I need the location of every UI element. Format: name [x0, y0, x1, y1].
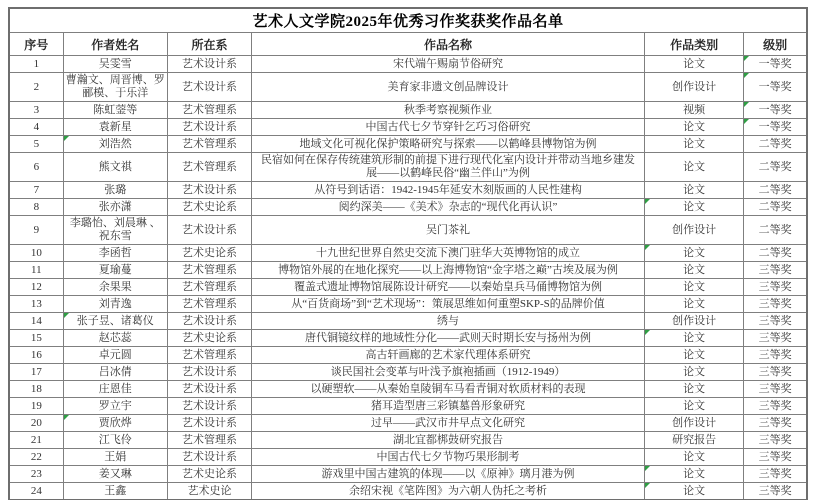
- cell-department[interactable]: 艺术管理系: [167, 153, 251, 182]
- cell-award-level[interactable]: 一等奖: [744, 56, 807, 73]
- cell-work-title[interactable]: 过早——武汉市井早点文化研究: [252, 415, 645, 432]
- cell-award-level[interactable]: 二等奖: [744, 245, 807, 262]
- cell-department[interactable]: 艺术管理系: [167, 279, 251, 296]
- cell-author-name[interactable]: 庄恩佳: [63, 381, 167, 398]
- cell-work-title[interactable]: 美育家非遗文创品牌设计: [252, 73, 645, 102]
- error-indicator-icon: [645, 245, 650, 250]
- cell-author-name[interactable]: 刘浩然: [63, 136, 167, 153]
- awards-table: [8, 7, 808, 500]
- cell-row-number[interactable]: 21: [9, 432, 63, 449]
- cell-work-title[interactable]: 谈民国社会变革与叶浅予旗袍插画（1912-1949）: [252, 364, 645, 381]
- cell-category[interactable]: 论文: [645, 136, 744, 153]
- cell-award-level[interactable]: 一等奖: [744, 102, 807, 119]
- cell-author-name[interactable]: 罗立宇: [63, 398, 167, 415]
- error-indicator-icon: [744, 119, 749, 124]
- cell-department[interactable]: 艺术史论: [167, 483, 251, 500]
- cell-category[interactable]: 创作设计: [645, 216, 744, 245]
- cell-award-level[interactable]: 三等奖: [744, 347, 807, 364]
- table-row[interactable]: [9, 245, 807, 262]
- cell-row-number[interactable]: 12: [9, 279, 63, 296]
- cell-author-name[interactable]: 李函哲: [63, 245, 167, 262]
- cell-department[interactable]: 艺术管理系: [167, 432, 251, 449]
- cell-author-name[interactable]: 吕冰倩: [63, 364, 167, 381]
- cell-work-title[interactable]: 高古轩画廊的艺术家代理体系研究: [252, 347, 645, 364]
- cell-work-title[interactable]: 秋季考察视频作业: [252, 102, 645, 119]
- table-row[interactable]: [9, 364, 807, 381]
- cell-category[interactable]: 论文: [645, 347, 744, 364]
- cell-category[interactable]: 论文: [645, 199, 744, 216]
- table-row[interactable]: [9, 279, 807, 296]
- cell-category[interactable]: 论文: [645, 262, 744, 279]
- table-row[interactable]: [9, 313, 807, 330]
- cell-department[interactable]: 艺术设计系: [167, 381, 251, 398]
- cell-award-level[interactable]: 三等奖: [744, 279, 807, 296]
- cell-row-number[interactable]: 7: [9, 182, 63, 199]
- cell-author-name[interactable]: 姜又琳: [63, 466, 167, 483]
- cell-work-title[interactable]: 民宿如何在保存传统建筑形制的前提下进行现代化室内设计并带动当地乡建发展——以鹤峰民俗“幽兰伴山”为例: [252, 153, 645, 182]
- cell-author-name[interactable]: 夏瑜蔓: [63, 262, 167, 279]
- error-indicator-icon: [645, 199, 650, 204]
- cell-row-number[interactable]: 16: [9, 347, 63, 364]
- cell-category[interactable]: 创作设计: [645, 73, 744, 102]
- cell-work-title[interactable]: 绣与: [252, 313, 645, 330]
- cell-department[interactable]: 艺术设计系: [167, 216, 251, 245]
- cell-author-name[interactable]: 贾欣烨: [63, 415, 167, 432]
- table-row[interactable]: [9, 119, 807, 136]
- col-header-category: 作品类别: [645, 33, 744, 56]
- cell-award-level[interactable]: 三等奖: [744, 483, 807, 500]
- cell-award-level[interactable]: 三等奖: [744, 449, 807, 466]
- cell-row-number[interactable]: 19: [9, 398, 63, 415]
- cell-category[interactable]: 论文: [645, 182, 744, 199]
- cell-department[interactable]: 艺术管理系: [167, 296, 251, 313]
- cell-category[interactable]: 论文: [645, 153, 744, 182]
- cell-work-title[interactable]: 中国古代七夕节穿针乞巧习俗研究: [252, 119, 645, 136]
- table-row[interactable]: [9, 330, 807, 347]
- col-header-work-title: 作品名称: [252, 33, 645, 56]
- cell-category[interactable]: 论文: [645, 56, 744, 73]
- cell-work-title[interactable]: 吴门茶礼: [252, 216, 645, 245]
- cell-category[interactable]: 论文: [645, 398, 744, 415]
- title-row: [9, 8, 807, 33]
- cell-department[interactable]: 艺术管理系: [167, 102, 251, 119]
- cell-award-level[interactable]: 二等奖: [744, 182, 807, 199]
- cell-row-number[interactable]: 8: [9, 199, 63, 216]
- cell-department[interactable]: 艺术设计系: [167, 364, 251, 381]
- cell-row-number[interactable]: 14: [9, 313, 63, 330]
- col-header-department: 所在系: [167, 33, 251, 56]
- cell-category[interactable]: 论文: [645, 296, 744, 313]
- cell-row-number[interactable]: 15: [9, 330, 63, 347]
- cell-award-level[interactable]: 三等奖: [744, 381, 807, 398]
- cell-department[interactable]: 艺术设计系: [167, 415, 251, 432]
- cell-work-title[interactable]: 余绍宋视《笔阵图》为六朝人伪托之考析: [252, 483, 645, 500]
- table-row[interactable]: [9, 381, 807, 398]
- cell-row-number[interactable]: 11: [9, 262, 63, 279]
- cell-award-level[interactable]: 三等奖: [744, 432, 807, 449]
- cell-author-name[interactable]: 陈虹蓥等: [63, 102, 167, 119]
- cell-row-number[interactable]: 20: [9, 415, 63, 432]
- cell-author-name[interactable]: 江飞伶: [63, 432, 167, 449]
- cell-department[interactable]: 艺术设计系: [167, 449, 251, 466]
- table-row[interactable]: [9, 432, 807, 449]
- cell-work-title[interactable]: 地域文化可视化保护策略研究与探索——以鹤峰县博物馆为例: [252, 136, 645, 153]
- cell-category[interactable]: 研究报告: [645, 432, 744, 449]
- cell-award-level[interactable]: 二等奖: [744, 216, 807, 245]
- cell-author-name[interactable]: 刘青逸: [63, 296, 167, 313]
- table-row[interactable]: [9, 347, 807, 364]
- cell-award-level[interactable]: 三等奖: [744, 262, 807, 279]
- cell-department[interactable]: 艺术史论系: [167, 330, 251, 347]
- error-indicator-icon: [645, 466, 650, 471]
- cell-department[interactable]: 艺术设计系: [167, 73, 251, 102]
- cell-author-name[interactable]: 卓元圆: [63, 347, 167, 364]
- cell-author-name[interactable]: 吴雯雪: [63, 56, 167, 73]
- cell-work-title[interactable]: 中国古代七夕节物巧果形制考: [252, 449, 645, 466]
- cell-author-name[interactable]: 李璐怡、刘晨琳 、祝东雪: [63, 216, 167, 245]
- col-header-level: 级别: [744, 33, 807, 56]
- table-row[interactable]: [9, 102, 807, 119]
- cell-department[interactable]: 艺术设计系: [167, 398, 251, 415]
- error-indicator-icon: [744, 73, 749, 78]
- cell-category[interactable]: 论文: [645, 245, 744, 262]
- table-row[interactable]: [9, 199, 807, 216]
- cell-row-number[interactable]: 5: [9, 136, 63, 153]
- error-indicator-icon: [64, 415, 69, 420]
- cell-row-number[interactable]: 9: [9, 216, 63, 245]
- cell-category[interactable]: 论文: [645, 381, 744, 398]
- error-indicator-icon: [744, 56, 749, 61]
- table-row[interactable]: [9, 398, 807, 415]
- cell-award-level[interactable]: 三等奖: [744, 415, 807, 432]
- cell-work-title[interactable]: 覆盖式遗址博物馆展陈设计研究——以秦始皇兵马俑博物馆为例: [252, 279, 645, 296]
- col-header-author: 作者姓名: [63, 33, 167, 56]
- cell-work-title[interactable]: 唐代铜镜纹样的地域性分化——武则天时期长安与扬州为例: [252, 330, 645, 347]
- cell-category[interactable]: 视频: [645, 102, 744, 119]
- cell-row-number[interactable]: 18: [9, 381, 63, 398]
- table-row[interactable]: [9, 449, 807, 466]
- table-row[interactable]: [9, 466, 807, 483]
- cell-award-level[interactable]: 三等奖: [744, 296, 807, 313]
- cell-author-name[interactable]: 熊文祺: [63, 153, 167, 182]
- cell-department[interactable]: 艺术管理系: [167, 347, 251, 364]
- cell-row-number[interactable]: 3: [9, 102, 63, 119]
- cell-department[interactable]: 艺术设计系: [167, 313, 251, 330]
- cell-category[interactable]: 创作设计: [645, 415, 744, 432]
- cell-row-number[interactable]: 10: [9, 245, 63, 262]
- cell-department[interactable]: 艺术史论系: [167, 245, 251, 262]
- header-row: [9, 33, 807, 56]
- cell-award-level[interactable]: 三等奖: [744, 330, 807, 347]
- cell-award-level[interactable]: 二等奖: [744, 199, 807, 216]
- error-indicator-icon: [64, 136, 69, 141]
- cell-work-title[interactable]: 游戏里中国古建筑的体现——以《原神》璃月港为例: [252, 466, 645, 483]
- cell-row-number[interactable]: 22: [9, 449, 63, 466]
- page-title: 艺术人文学院2025年优秀习作奖获奖作品名单: [9, 8, 807, 33]
- cell-author-name[interactable]: 赵芯蕊: [63, 330, 167, 347]
- table-row[interactable]: [9, 483, 807, 500]
- cell-row-number[interactable]: 4: [9, 119, 63, 136]
- cell-row-number[interactable]: 24: [9, 483, 63, 500]
- cell-author-name[interactable]: 王鑫: [63, 483, 167, 500]
- cell-row-number[interactable]: 2: [9, 73, 63, 102]
- table-row[interactable]: [9, 56, 807, 73]
- cell-work-title[interactable]: 湖北宜都梆鼓研究报告: [252, 432, 645, 449]
- cell-department[interactable]: 艺术管理系: [167, 136, 251, 153]
- table-row[interactable]: [9, 153, 807, 182]
- cell-award-level[interactable]: 一等奖: [744, 73, 807, 102]
- table-row[interactable]: [9, 182, 807, 199]
- cell-category[interactable]: 论文: [645, 483, 744, 500]
- cell-author-name[interactable]: 曹瀚文、周晋博、罗郦模、于乐洋: [63, 73, 167, 102]
- cell-work-title[interactable]: 从符号到话语：1942-1945年延安木刻版画的人民性建构: [252, 182, 645, 199]
- cell-row-number[interactable]: 1: [9, 56, 63, 73]
- error-indicator-icon: [64, 313, 69, 318]
- cell-category[interactable]: 论文: [645, 449, 744, 466]
- error-indicator-icon: [645, 483, 650, 488]
- cell-department[interactable]: 艺术设计系: [167, 119, 251, 136]
- cell-category[interactable]: 论文: [645, 330, 744, 347]
- cell-work-title[interactable]: 十九世纪世界自然史交流下澳门驻华大英博物馆的成立: [252, 245, 645, 262]
- cell-award-level[interactable]: 三等奖: [744, 313, 807, 330]
- table-row[interactable]: [9, 73, 807, 102]
- cell-author-name[interactable]: 张子昱、诸葛仪: [63, 313, 167, 330]
- cell-award-level[interactable]: 三等奖: [744, 398, 807, 415]
- cell-work-title[interactable]: 猪耳造型唐三彩镇墓兽形象研究: [252, 398, 645, 415]
- col-header-no: 序号: [9, 33, 63, 56]
- cell-category[interactable]: 论文: [645, 364, 744, 381]
- cell-department[interactable]: 艺术设计系: [167, 182, 251, 199]
- cell-work-title[interactable]: 以硬塑软——从秦始皇陵铜车马看青铜对软质材料的表现: [252, 381, 645, 398]
- cell-award-level[interactable]: 三等奖: [744, 364, 807, 381]
- table-row[interactable]: [9, 136, 807, 153]
- cell-row-number[interactable]: 17: [9, 364, 63, 381]
- cell-row-number[interactable]: 23: [9, 466, 63, 483]
- table-row[interactable]: [9, 296, 807, 313]
- cell-award-level[interactable]: 二等奖: [744, 153, 807, 182]
- cell-work-title[interactable]: 从“百货商场”到“艺术现场”：策展思维如何重塑SKP-S的品牌价值: [252, 296, 645, 313]
- cell-department[interactable]: 艺术管理系: [167, 262, 251, 279]
- cell-category[interactable]: 论文: [645, 466, 744, 483]
- cell-row-number[interactable]: 6: [9, 153, 63, 182]
- table-body: [9, 56, 807, 500]
- table-row[interactable]: [9, 262, 807, 279]
- cell-author-name[interactable]: 王娟: [63, 449, 167, 466]
- cell-author-name[interactable]: 张璐: [63, 182, 167, 199]
- error-indicator-icon: [645, 330, 650, 335]
- cell-work-title[interactable]: 阅约深美——《美术》杂志的“现代化再认识”: [252, 199, 645, 216]
- cell-department[interactable]: 艺术设计系: [167, 56, 251, 73]
- cell-row-number[interactable]: 13: [9, 296, 63, 313]
- cell-department[interactable]: 艺术史论系: [167, 466, 251, 483]
- cell-award-level[interactable]: 三等奖: [744, 466, 807, 483]
- cell-category[interactable]: 论文: [645, 279, 744, 296]
- cell-award-level[interactable]: 一等奖: [744, 119, 807, 136]
- cell-award-level[interactable]: 二等奖: [744, 136, 807, 153]
- cell-work-title[interactable]: 博物馆外展的在地化探究——以上海博物馆“金字塔之巅”古埃及展为例: [252, 262, 645, 279]
- table-row[interactable]: [9, 415, 807, 432]
- cell-category[interactable]: 论文: [645, 119, 744, 136]
- cell-author-name[interactable]: 余果果: [63, 279, 167, 296]
- cell-author-name[interactable]: 袁新星: [63, 119, 167, 136]
- cell-work-title[interactable]: 宋代端午赐扇节俗研究: [252, 56, 645, 73]
- table-row[interactable]: [9, 216, 807, 245]
- cell-department[interactable]: 艺术史论系: [167, 199, 251, 216]
- error-indicator-icon: [744, 102, 749, 107]
- cell-category[interactable]: 创作设计: [645, 313, 744, 330]
- cell-author-name[interactable]: 张亦潇: [63, 199, 167, 216]
